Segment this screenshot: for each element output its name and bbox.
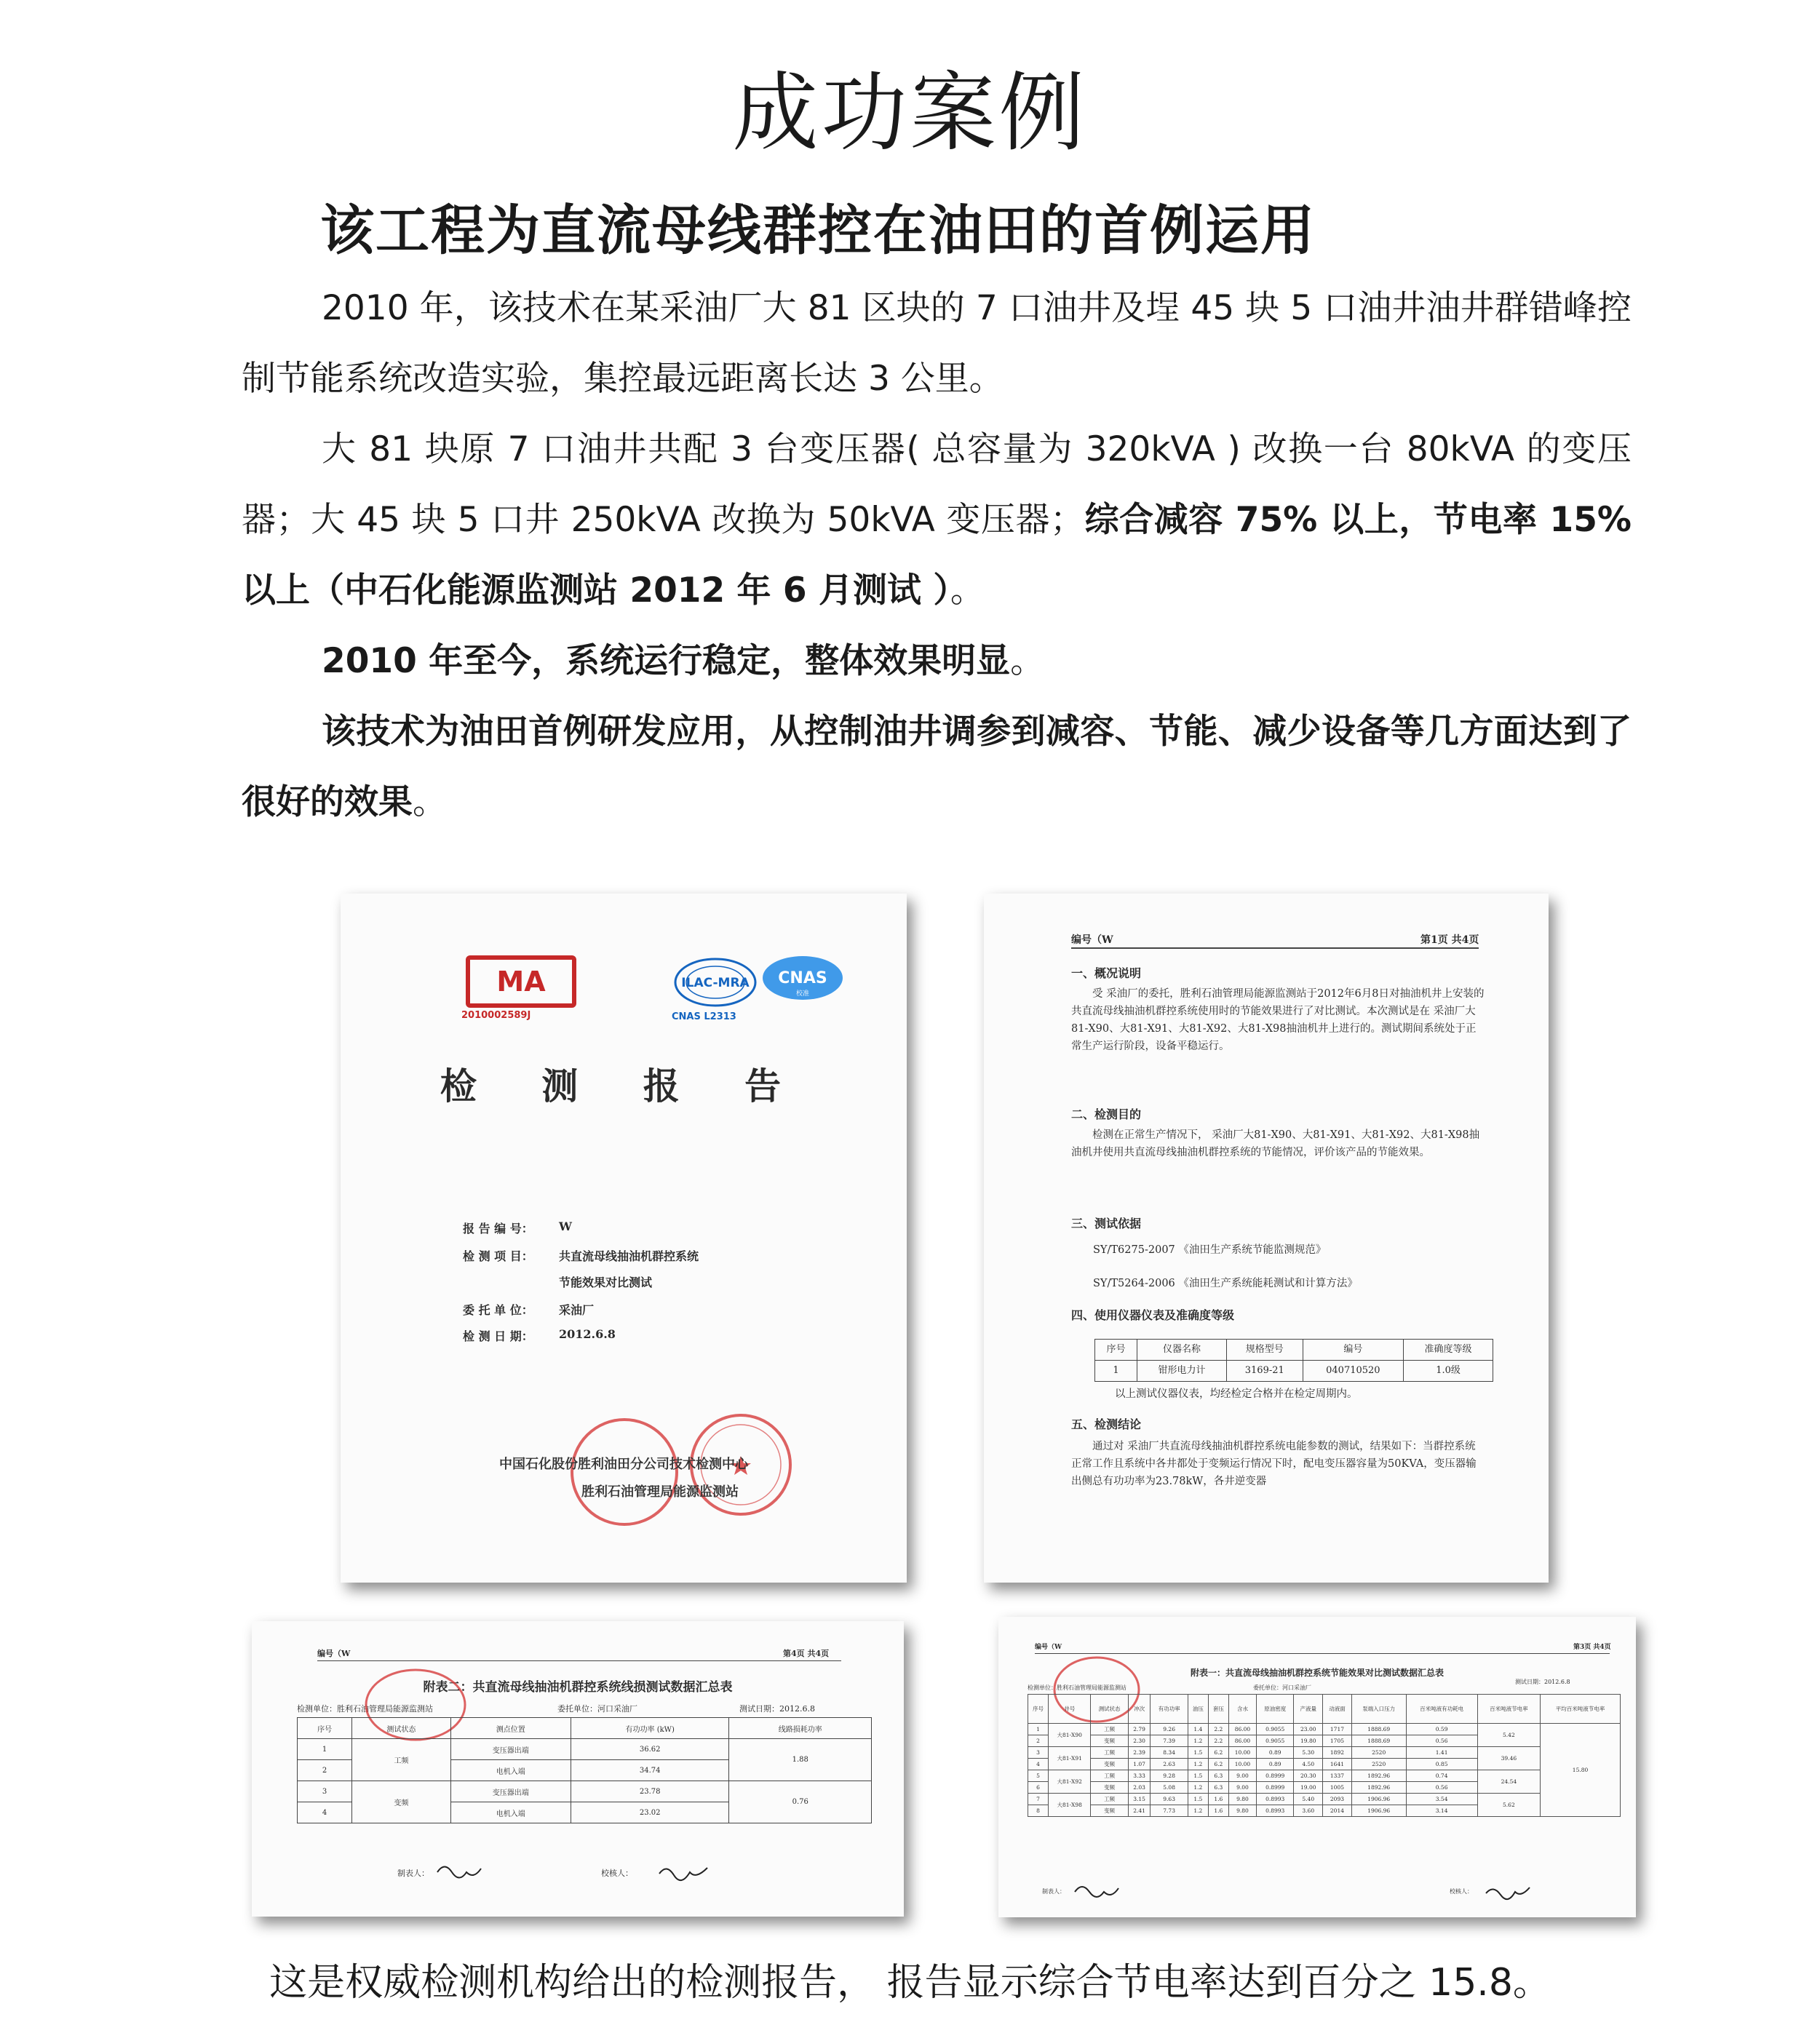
table-cell: 变频	[1091, 1805, 1128, 1817]
table-cell: 9.80	[1228, 1805, 1256, 1817]
table-cell: 9.80	[1228, 1794, 1256, 1805]
handwritten-signatures	[434, 1858, 739, 1887]
sign-checker: 校核人：	[601, 1869, 633, 1878]
table-cell: 0.8993	[1257, 1794, 1294, 1805]
cnas-logo-text: CNAS	[778, 969, 827, 987]
table-cell: 2093	[1323, 1794, 1352, 1805]
sign-table-maker: 制表人：	[1042, 1888, 1065, 1895]
table-cell: 1.0级	[1404, 1361, 1493, 1382]
table-cell: 1.6	[1208, 1805, 1228, 1817]
report-row-value: 共直流母线抽油机群控系统	[559, 1249, 699, 1263]
table-cell: 有功功率	[1151, 1695, 1188, 1724]
appendix-1-image	[998, 1617, 1636, 1917]
report-row-value: 2012.6.8	[559, 1327, 616, 1341]
cnas-number: CNAS L2313	[672, 1011, 736, 1022]
table-cell: 10.00	[1228, 1759, 1256, 1770]
table-cell: 2	[298, 1760, 352, 1781]
table-cell: 1888.69	[1351, 1724, 1406, 1735]
meta-date: 测试日期：2012.6.8	[1515, 1679, 1570, 1685]
instrument-table	[1094, 1339, 1493, 1382]
table-cell: 线路损耗功率	[729, 1718, 872, 1739]
section-2-heading: 二、检测目的	[1071, 1107, 1142, 1121]
table-cell: 7	[1028, 1794, 1049, 1805]
table-cell: 39.46	[1477, 1747, 1540, 1770]
cma-number: 2010002589J	[461, 1010, 531, 1021]
org-name-1: 中国石化股份胜利油田分公司技术检测中心	[499, 1457, 748, 1472]
table-cell: 2	[1028, 1735, 1049, 1747]
table-cell: 1.2	[1188, 1782, 1208, 1794]
paragraph-2-end: 。	[950, 570, 985, 610]
table-cell: 0.89	[1257, 1759, 1294, 1770]
paragraph-1: 2010 年，该技术在某采油厂大 81 区块的 7 口油井及埕 45 块 5 口油井油井群错峰控制节能系统改造实验，集控最远距离长达 3 公里。	[242, 288, 1632, 399]
page-count-label: 第3页 共4页	[1573, 1644, 1611, 1651]
table-cell: 1641	[1323, 1759, 1352, 1770]
page-number-label: 编号（W	[317, 1649, 351, 1658]
table-cell: 变频	[1091, 1759, 1128, 1770]
table-cell: 0.89	[1257, 1747, 1294, 1759]
ilac-cnas-logo	[664, 952, 861, 1010]
table-cell: 测试状态	[1091, 1695, 1128, 1724]
table-cell: 9.28	[1151, 1770, 1188, 1782]
table-cell: 变压器出端	[450, 1739, 571, 1760]
table-cell: 百米吨液有功耗电	[1406, 1695, 1477, 1724]
report-page-1-image	[984, 894, 1549, 1583]
section-1-text: 受 采油厂的委托，胜利石油管理局能源监测站于2012年6月8日对抽油机井上安装的共直流母线抽油机群控系统使用时的节能效果进行了对比测试。本次测试是在 采油厂大81-X90、大81-X91、大81-X92、大81-X98抽油机井上进行的。测试期间系统处于正常生产运行阶段，设备平稳运行。	[1071, 988, 1485, 1052]
table-cell: 8	[1028, 1805, 1049, 1817]
table-cell: 冲次	[1128, 1695, 1151, 1724]
table-cell: 含水	[1228, 1695, 1256, 1724]
table-cell: 大81-X91	[1049, 1747, 1091, 1770]
table-cell: 2520	[1351, 1747, 1406, 1759]
table-cell: 9.00	[1228, 1782, 1256, 1794]
table-cell: 2.63	[1151, 1759, 1188, 1770]
table-cell: 0.56	[1406, 1782, 1477, 1794]
table-cell: 5	[1028, 1770, 1049, 1782]
table-cell: 准确度等级	[1404, 1340, 1493, 1361]
table-cell: 产液量	[1294, 1695, 1323, 1724]
table-cell: 2.03	[1128, 1782, 1151, 1794]
paragraph-2	[242, 414, 1632, 626]
table-cell: 0.85	[1406, 1759, 1477, 1770]
table-row	[1028, 1747, 1621, 1759]
table-cell: 6.2	[1208, 1759, 1228, 1770]
table-cell: 工频	[1091, 1747, 1128, 1759]
paragraph-3-bold: 2010 年至今，系统运行稳定，整体效果明显	[322, 641, 1011, 681]
table-cell: 1.5	[1188, 1770, 1208, 1782]
table-cell: 7.73	[1151, 1805, 1188, 1817]
table-cell: 动液面	[1323, 1695, 1352, 1724]
report-row-value: 节能效果对比测试	[559, 1276, 653, 1289]
sign-table-maker: 制表人：	[397, 1869, 429, 1878]
handwritten-signatures	[1071, 1879, 1537, 1905]
section-4-heading: 四、使用仪器仪表及准确度等级	[1071, 1308, 1235, 1322]
table-cell: 2.2	[1208, 1724, 1228, 1735]
table-cell: 6	[1028, 1782, 1049, 1794]
table-cell: 大81-X92	[1049, 1770, 1091, 1794]
energy-saving-table	[1028, 1694, 1621, 1817]
page-count-label: 第1页 共4页	[1420, 934, 1479, 946]
table-cell: 7.39	[1151, 1735, 1188, 1747]
table-cell: 2.79	[1128, 1724, 1151, 1735]
table-cell: 1906.96	[1351, 1805, 1406, 1817]
table-cell: 工频	[1091, 1794, 1128, 1805]
paragraph-4-end: 。	[413, 782, 447, 822]
table-cell: 油压	[1188, 1695, 1208, 1724]
table-cell: 变频	[352, 1781, 450, 1823]
table-cell: 2014	[1323, 1805, 1352, 1817]
table-cell: 9.63	[1151, 1794, 1188, 1805]
table-cell: 1705	[1323, 1735, 1352, 1747]
table-cell: 钳形电力计	[1137, 1361, 1227, 1382]
table-cell: 2.39	[1128, 1747, 1151, 1759]
table-cell: 变频	[1091, 1735, 1128, 1747]
table-cell: 大81-X98	[1049, 1794, 1091, 1817]
table-cell: 6.3	[1208, 1770, 1228, 1782]
meta-client: 委托单位：河口采油厂	[1253, 1684, 1311, 1691]
header-rule	[317, 1660, 841, 1661]
table-cell: 1	[298, 1739, 352, 1760]
report-row-label: 检 测 项 目：	[463, 1249, 533, 1263]
table-cell: 变压器出端	[450, 1781, 571, 1802]
table-cell: 2.41	[1128, 1805, 1151, 1817]
section-1-heading: 一、概况说明	[1071, 966, 1142, 980]
table-cell: 1.4	[1188, 1724, 1208, 1735]
table-cell: 井号	[1049, 1695, 1091, 1724]
table-cell: 仪器名称	[1137, 1340, 1227, 1361]
table-cell: 原油密度	[1257, 1695, 1294, 1724]
table-cell: 4	[298, 1802, 352, 1823]
table-cell: 1892	[1323, 1747, 1352, 1759]
table-header-row	[1028, 1695, 1621, 1724]
table-cell: 5.30	[1294, 1747, 1323, 1759]
table-cell: 23.00	[1294, 1724, 1323, 1735]
table-cell: 86.00	[1228, 1735, 1256, 1747]
page-number-label: 编号（W	[1071, 934, 1113, 946]
meta-date: 测试日期：2012.6.8	[739, 1704, 815, 1714]
section-2-text: 检测在正常生产情况下， 采油厂大81-X90、大81-X91、大81-X92、大81-X98抽油机井使用共直流母线抽油机群控系统的节能情况，评价该产品的节能效果。	[1071, 1129, 1480, 1158]
paragraph-2-bold: 综合减容 75% 以上，节电率 15% 以上（中石化能源监测站 2012 年 6 月测试 ）	[242, 500, 1632, 610]
table-cell: 9.26	[1151, 1724, 1188, 1735]
table-cell: 5.40	[1294, 1794, 1323, 1805]
table-cell: 36.62	[571, 1739, 729, 1760]
report-row-value: 采油厂	[559, 1303, 595, 1317]
report-row-label: 报 告 编 号：	[463, 1222, 533, 1236]
table-cell: 4.50	[1294, 1759, 1323, 1770]
table-row	[298, 1739, 872, 1760]
table-cell: 1.5	[1188, 1747, 1208, 1759]
table-cell: 规格型号	[1226, 1340, 1303, 1361]
table-cell: 1.2	[1188, 1759, 1208, 1770]
table-cell: 1.2	[1188, 1805, 1208, 1817]
table-cell: 0.59	[1406, 1724, 1477, 1735]
table-cell: 6.2	[1208, 1747, 1228, 1759]
table-cell: 大81-X90	[1049, 1724, 1091, 1747]
table-cell: 1	[1028, 1724, 1049, 1735]
section-5-heading: 五、检测结论	[1071, 1417, 1142, 1431]
section-5-text: 通过对 采油厂共直流母线抽油机群控系统电能参数的测试，结果如下：当群控系统正常工作且系统中各井都处于变频运行情况下时，配电变压器容量为50KVA，变压器输出侧总有功功率为23.78kW，各井逆变器	[1071, 1441, 1477, 1487]
table-cell: 工频	[352, 1739, 450, 1781]
page-count-label: 第4页 共4页	[783, 1649, 830, 1658]
table-cell: 1	[1095, 1361, 1137, 1382]
table-cell: 15.80	[1541, 1724, 1621, 1817]
meta-test-unit: 检测单位：胜利石油管理局能源监测站	[1028, 1684, 1126, 1691]
table-row	[1028, 1724, 1621, 1735]
cma-logo: MA	[466, 955, 576, 1008]
report-cover-image	[341, 894, 907, 1583]
sign-checker: 校核人：	[1450, 1888, 1473, 1895]
table-cell: 9.00	[1228, 1770, 1256, 1782]
table-cell: 工频	[1091, 1724, 1128, 1735]
table-cell: 序号	[1095, 1340, 1137, 1361]
table-cell: 1906.96	[1351, 1794, 1406, 1805]
table-cell: 2.2	[1208, 1735, 1228, 1747]
table-cell: 1892.96	[1351, 1770, 1406, 1782]
table-cell: 20.30	[1294, 1770, 1323, 1782]
instrument-note: 以上测试仪器仪表，均经检定合格并在检定周期内。	[1115, 1388, 1358, 1400]
table-cell: 有功功率 (kW)	[571, 1718, 729, 1739]
table-cell: 1.41	[1406, 1747, 1477, 1759]
table-cell: 泵端入口压力	[1351, 1695, 1406, 1724]
table-cell: 编号	[1303, 1340, 1404, 1361]
table-row	[1028, 1794, 1621, 1805]
caption: 这是权威检测机构给出的检测报告， 报告显示综合节电率达到百分之 15.8。	[269, 1961, 1551, 2005]
ilac-logo-text: ILAC-MRA	[681, 976, 750, 990]
table-cell: 1.5	[1188, 1794, 1208, 1805]
table-cell: 2.30	[1128, 1735, 1151, 1747]
table-row	[298, 1781, 872, 1802]
paragraph-3	[242, 626, 1632, 696]
section-3-heading: 三、测试依据	[1071, 1217, 1142, 1230]
table-cell: 套压	[1208, 1695, 1228, 1724]
table-cell: 3.15	[1128, 1794, 1151, 1805]
table-header-row	[298, 1718, 872, 1739]
paragraph-3-end: 。	[1010, 641, 1045, 681]
table-cell: 0.9055	[1257, 1735, 1294, 1747]
table-cell: 变频	[1091, 1782, 1128, 1794]
page-title: 成功案例	[732, 63, 1088, 163]
table-cell: 0.8993	[1257, 1805, 1294, 1817]
org-name-2: 胜利石油管理局能源监测站	[581, 1484, 739, 1500]
table-cell: 19.00	[1294, 1782, 1323, 1794]
table-cell: 3169-21	[1226, 1361, 1303, 1382]
table-cell: 1.6	[1208, 1794, 1228, 1805]
table-header-row	[1095, 1340, 1493, 1361]
table-cell: 百米吨液节电率	[1477, 1695, 1540, 1724]
table-cell: 19.80	[1294, 1735, 1323, 1747]
paragraph-2-normal: 大 81 块原 7 口油井共配 3 台变压器( 总容量为 320kVA ) 改换一台 80kVA 的变压器；大 45 块 5 口井 250kVA 改换为 50kVA 变压器；	[242, 429, 1632, 540]
table-cell: 3.33	[1128, 1770, 1151, 1782]
paragraph-4-bold: 该技术为油田首例研发应用，从控制油井调参到减容、节能、减少设备等几方面达到了很好的效果	[242, 712, 1632, 822]
body-text	[242, 273, 1632, 838]
table-cell: 3.14	[1406, 1805, 1477, 1817]
table-cell: 测点位置	[450, 1718, 571, 1739]
table-cell: 1892.96	[1351, 1782, 1406, 1794]
table-cell: 5.08	[1151, 1782, 1188, 1794]
meta-test-unit: 检测单位：胜利石油管理局能源监测站	[297, 1704, 433, 1714]
report-title: 检 测 报 告	[440, 1065, 808, 1107]
table-cell: 0.8999	[1257, 1770, 1294, 1782]
table-cell: 6.3	[1208, 1782, 1228, 1794]
table-cell: 34.74	[571, 1760, 729, 1781]
table-cell: 0.8999	[1257, 1782, 1294, 1794]
table-cell: 1005	[1323, 1782, 1352, 1794]
table-cell: 测试状态	[352, 1718, 450, 1739]
table-cell: 平均百米吨液节电率	[1541, 1695, 1621, 1724]
standard-1: SY/T6275-2007 《油田生产系统节能监测规范》	[1093, 1244, 1327, 1256]
appendix-2-image	[252, 1621, 904, 1917]
table-cell: 23.78	[571, 1781, 729, 1802]
table-cell: 1717	[1323, 1724, 1352, 1735]
table-cell: 24.54	[1477, 1770, 1540, 1794]
report-row-value: W	[559, 1220, 572, 1233]
table-cell: 5.62	[1477, 1794, 1540, 1817]
table-cell: 1.07	[1128, 1759, 1151, 1770]
table-cell: 1.88	[729, 1739, 872, 1781]
table-cell: 0.76	[729, 1781, 872, 1823]
page-number-label: 编号（W	[1035, 1644, 1062, 1651]
table-cell: 040710520	[1303, 1361, 1404, 1382]
table-row	[1028, 1770, 1621, 1782]
table-cell: 电机入端	[450, 1802, 571, 1823]
table-cell: 1.2	[1188, 1735, 1208, 1747]
table-cell: 3.54	[1406, 1794, 1477, 1805]
table-row	[1095, 1361, 1493, 1382]
table-cell: 10.00	[1228, 1747, 1256, 1759]
table-cell: 0.9055	[1257, 1724, 1294, 1735]
appendix-1-title: 附表一：共直流母线抽油机群控系统节能效果对比测试数据汇总表	[1190, 1668, 1444, 1678]
line-loss-table	[297, 1717, 872, 1823]
meta-client: 委托单位：河口采油厂	[557, 1704, 637, 1714]
header-rule	[1071, 947, 1479, 949]
table-cell: 工频	[1091, 1770, 1128, 1782]
table-cell: 23.02	[571, 1802, 729, 1823]
report-row-label: 委 托 单 位：	[463, 1303, 533, 1317]
standard-2: SY/T5264-2006 《油田生产系统能耗测试和计算方法》	[1093, 1278, 1358, 1289]
page-subtitle: 该工程为直流母线群控在油田的首例运用	[320, 199, 1316, 262]
report-row-label: 检 测 日 期：	[463, 1329, 533, 1343]
table-cell: 8.34	[1151, 1747, 1188, 1759]
appendix-2-title: 附表二：共直流母线抽油机群控系统线损测试数据汇总表	[423, 1680, 733, 1695]
table-cell: 86.00	[1228, 1724, 1256, 1735]
table-cell: 0.74	[1406, 1770, 1477, 1782]
table-cell: 3	[1028, 1747, 1049, 1759]
table-cell: 5.42	[1477, 1724, 1540, 1747]
table-cell: 1337	[1323, 1770, 1352, 1782]
table-cell: 2520	[1351, 1759, 1406, 1770]
table-cell: 4	[1028, 1759, 1049, 1770]
paragraph-4	[242, 696, 1632, 838]
table-cell: 0.56	[1406, 1735, 1477, 1747]
table-cell: 1888.69	[1351, 1735, 1406, 1747]
table-cell: 3	[298, 1781, 352, 1802]
table-cell: 电机入端	[450, 1760, 571, 1781]
table-cell: 序号	[1028, 1695, 1049, 1724]
table-cell: 3.60	[1294, 1805, 1323, 1817]
table-cell: 序号	[298, 1718, 352, 1739]
cnas-logo-sub: 校准	[795, 990, 810, 998]
